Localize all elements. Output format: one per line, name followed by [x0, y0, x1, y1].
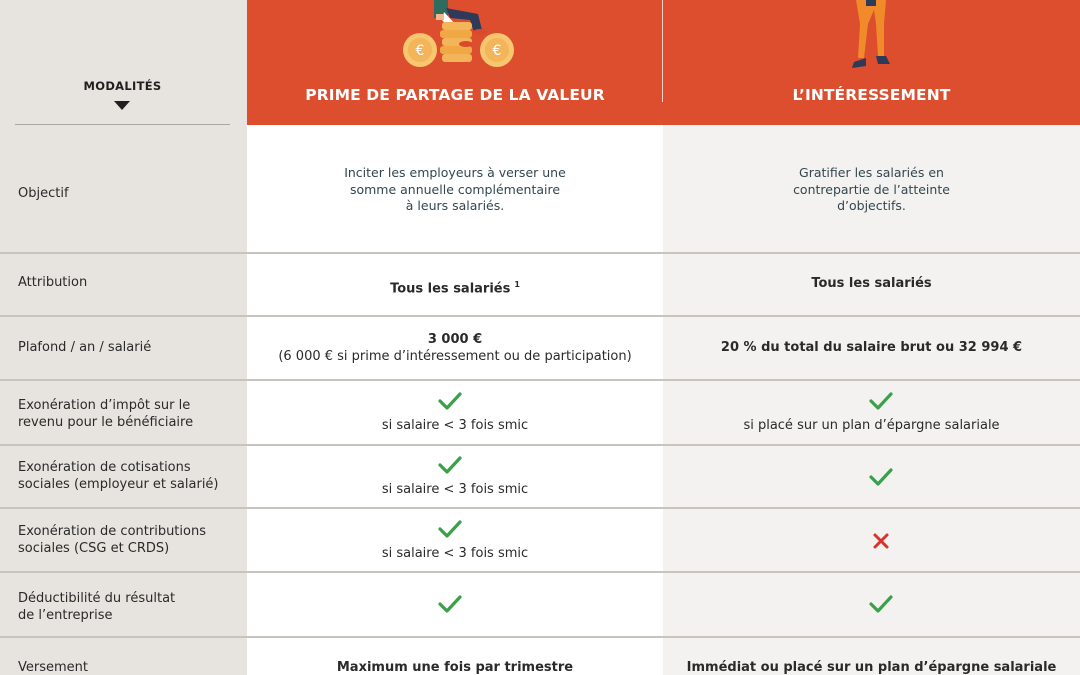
- row-label-impot: [18, 397, 193, 431]
- impot-interessement-condition: si placé sur un plan d’épargne salariale: [743, 418, 1000, 433]
- versement-prime-text: Maximum une fois par trimestre: [336, 660, 574, 675]
- row-label-line: sociales (employeur et salarié): [18, 477, 219, 492]
- walking-person-illustration: [846, 0, 896, 72]
- row-label-line: sociales (CSG et CRDS): [18, 541, 170, 556]
- objectif-prime-line: Inciter les employeurs à verser une: [344, 165, 566, 180]
- row-label-plafond: Plafond / an / salarié: [18, 340, 152, 355]
- check-icon: [868, 594, 894, 614]
- row-label-versement: Versement: [18, 660, 88, 675]
- triangle-down-icon: [114, 101, 130, 110]
- objectif-interessement-line: Gratifier les salariés en: [799, 165, 944, 180]
- plafond-prime-amount: 3 000 €: [427, 332, 483, 347]
- row-divider: [0, 571, 1080, 573]
- check-icon: [437, 391, 463, 411]
- impot-prime-condition: si salaire < 3 fois smic: [381, 418, 529, 433]
- modalites-underline: [15, 124, 230, 125]
- row-divider: [0, 252, 1080, 254]
- svg-text:€: €: [492, 43, 502, 59]
- cotisations-prime-condition: si salaire < 3 fois smic: [381, 482, 529, 497]
- header-band: [247, 0, 1080, 125]
- row-divider: [0, 379, 1080, 381]
- attribution-prime-text: Tous les salariés: [390, 281, 511, 297]
- modalites-heading: MODALITÉS: [83, 79, 162, 93]
- versement-interessement-text: Immédiat ou placé sur un plan d’épargne salariale: [686, 660, 1057, 675]
- row-label-deductibilite: [18, 590, 175, 624]
- plafond-interessement-text: 20 % du total du salaire brut ou 32 994 €: [720, 340, 1023, 355]
- objectif-prime-line: à leurs salariés.: [405, 198, 505, 213]
- prime-column-title: PRIME DE PARTAGE DE LA VALEUR: [305, 86, 605, 104]
- attribution-prime-cell: [247, 276, 663, 297]
- objectif-interessement-text: [663, 165, 1080, 215]
- check-icon: [437, 594, 463, 614]
- cross-icon: [872, 532, 890, 550]
- objectif-prime-line: somme annuelle complémentaire: [349, 181, 561, 197]
- coins-person-illustration: [400, 0, 520, 72]
- footnote-marker: 1: [514, 280, 520, 289]
- objectif-interessement-line: contrepartie de l’atteinte: [793, 181, 950, 197]
- interessement-column-title: L’INTÉRESSEMENT: [792, 86, 951, 104]
- row-label-line: Déductibilité du résultat: [18, 591, 176, 606]
- row-label-line: Exonération de contributions: [18, 524, 206, 539]
- row-label-line: Exonération de cotisations: [18, 460, 191, 475]
- row-divider: [0, 507, 1080, 509]
- row-label-objectif: Objectif: [18, 186, 69, 201]
- row-divider: [0, 636, 1080, 638]
- objectif-interessement-line: d’objectifs.: [837, 198, 906, 213]
- row-divider: [0, 315, 1080, 317]
- check-icon: [868, 467, 894, 487]
- check-icon: [437, 519, 463, 539]
- check-icon: [437, 455, 463, 475]
- check-icon: [868, 391, 894, 411]
- plafond-prime-note: (6 000 € si prime d’intéressement ou de participation): [278, 349, 632, 364]
- row-label-line: Exonération d’impôt sur le: [18, 398, 191, 413]
- row-label-line: revenu pour le bénéficiaire: [18, 415, 194, 430]
- plafond-prime-cell: [247, 331, 663, 365]
- contributions-prime-condition: si salaire < 3 fois smic: [381, 546, 529, 561]
- svg-text:€: €: [415, 43, 425, 59]
- row-label-contributions: [18, 523, 206, 557]
- objectif-prime-text: [247, 165, 663, 215]
- row-label-attribution: Attribution: [18, 275, 88, 290]
- attribution-interessement-text: Tous les salariés: [811, 276, 932, 291]
- row-divider: [0, 444, 1080, 446]
- row-label-line: de l’entreprise: [18, 608, 113, 623]
- row-label-cotisations: [18, 459, 219, 493]
